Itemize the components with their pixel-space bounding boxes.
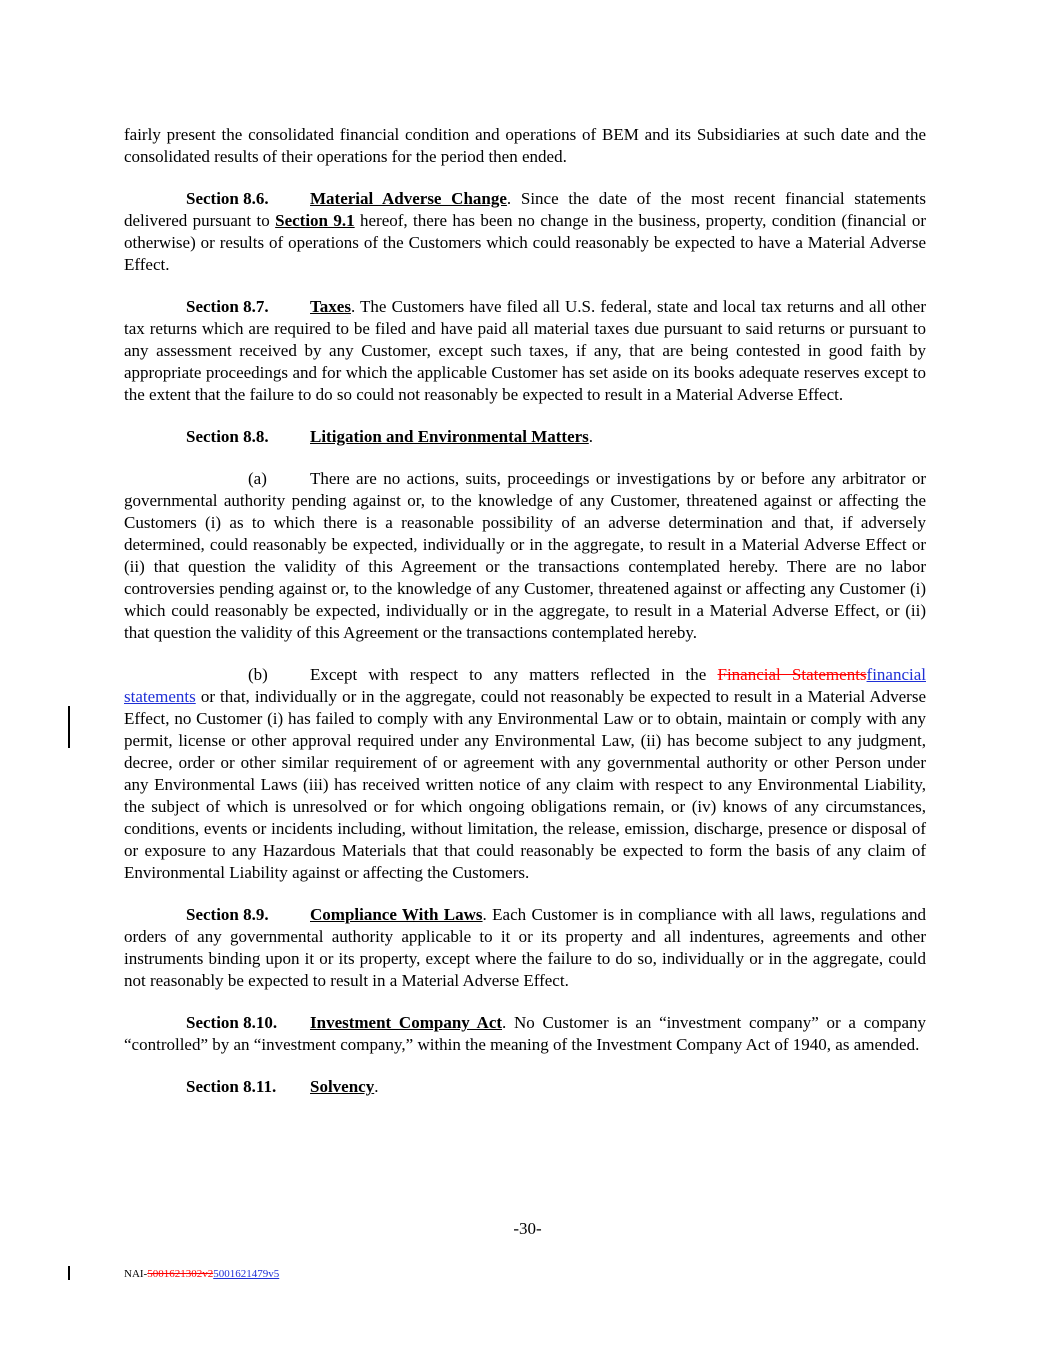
section-number: Section 8.9. (186, 905, 269, 924)
subsection-text: or that, individually or in the aggregate, could not reasonably be expected to result in a Material Adverse Effect, no Customer (i) has failed to comply with any Environmental Law or to obtain, maintain or comply with any permit, license or other approval required under any Environmental Law, (ii) has become subject to any judgment, decree, order or other similar requirement of or agreement with any governmental authority or other Person under any Environmental Laws (iii) has received written notice of any claim with respect to any Environmental Liability, the subject of which is unresolved or for which ongoing obligations remain, or (iv) knows of any circumstances, conditions, events or incidents including, without limitation, the release, emission, discharge, presence or disposal of or exposure to any Hazardous Materials that that could reasonably be expected to form the basis of any claim of Environmental Liability against or affecting the Customers. (124, 687, 926, 882)
change-bar (68, 706, 70, 748)
subsection-text: Except with respect to any matters reflected in the (310, 665, 718, 684)
section-heading: Litigation and Environmental Matters (310, 427, 589, 446)
document-body (124, 124, 926, 1098)
footer-deleted-id: 5001621302v2 (147, 1268, 214, 1280)
section-reference: Section 9.1 (275, 211, 355, 230)
inserted-text: financial statements (124, 665, 926, 706)
section-text: . No Customer is an “investment company” or a company “controlled” by an “investment company,” within the meaning of the Investment Company Act of 1940, as amended. (124, 1013, 927, 1054)
change-bar (68, 1266, 70, 1280)
section-8-8-b (124, 664, 926, 884)
intro-text: fairly present the consolidated financial condition and operations of BEM and its Subsidiaries at such date and the consolidated results of their operations for the period then ended. (124, 125, 926, 166)
section-8-8-a (124, 468, 926, 644)
footer-inserted-id: 5001621479v5 (213, 1268, 280, 1280)
subsection-text: There are no actions, suits, proceedings or investigations by or before any arbitrator or governmental authority pending against or, to the knowledge of any Customer, threatened against or affecting the Customers (i) as to which there is a reasonable possibility of an adverse determination and that, if adversely determined, could reasonably be expected, individually or in the aggregate, to result in a Material Adverse Effect or (ii) that question the validity of this Agreement or the transactions contemplated hereby. There are no labor controversies pending against or, to the knowledge of any Customer, threatened against or affecting any Customer (i) which could reasonably be expected, individually or in the aggregate, to result in a Material Adverse Effect, or (ii) that question the validity of this Agreement or the transactions contemplated hereby. (124, 469, 926, 642)
section-8-11 (124, 1076, 926, 1098)
section-heading: Material Adverse Change (310, 189, 507, 208)
footer-prefix: NAI- (124, 1268, 148, 1280)
subsection-label: (a) (248, 469, 267, 488)
section-8-6 (124, 188, 926, 276)
section-number: Section 8.6. (186, 189, 269, 208)
section-8-9 (124, 904, 926, 992)
section-text: . The Customers have filed all U.S. federal, state and local tax returns and all other tax returns which are required to be filed and have paid all material taxes due pursuant to said returns or pursuant to any assessment received by any Customer, except such taxes, if any, that are being contested in good faith by appropriate proceedings and for which the applicable Customer has set aside on its books adequate reserves except to the extent that the failure to do so could not reasonably be expected to result in a Material Adverse Effect. (124, 297, 926, 404)
section-text: hereof, there has been no change in the business, property, condition (financial or otherwise) or results of operations of the Customers which could reasonably be expected to have a Material Adverse Effect. (124, 211, 927, 274)
intro-paragraph (124, 124, 926, 168)
section-number: Section 8.10. (186, 1013, 278, 1032)
subsection-label: (b) (248, 665, 268, 684)
section-heading: Solvency (310, 1077, 375, 1096)
section-number: Section 8.11. (186, 1077, 277, 1096)
section-number: Section 8.8. (186, 427, 269, 446)
section-text: . Since the date of the most recent financial statements delivered pursuant to (124, 189, 927, 230)
page-number: -30- (513, 1219, 542, 1238)
document-footer (124, 1268, 279, 1280)
section-period: . (588, 427, 594, 446)
section-heading: Investment Company Act (310, 1013, 503, 1032)
section-period: . (374, 1077, 379, 1096)
section-number: Section 8.7. (186, 297, 269, 316)
section-8-7 (124, 296, 926, 406)
section-text: . Each Customer is in compliance with all laws, regulations and orders of any governmental authority applicable to it or its property and all indentures, agreements and other instruments binding upon it or its property, except where the failure to do so, individually or in the aggregate, could not reasonably be expected to result in a Material Adverse Effect. (124, 905, 926, 990)
section-8-10 (124, 1012, 926, 1056)
section-8-8 (124, 426, 926, 448)
deleted-text: Financial Statements (717, 665, 867, 684)
section-heading: Taxes (310, 297, 351, 316)
section-heading: Compliance With Laws (310, 905, 483, 924)
